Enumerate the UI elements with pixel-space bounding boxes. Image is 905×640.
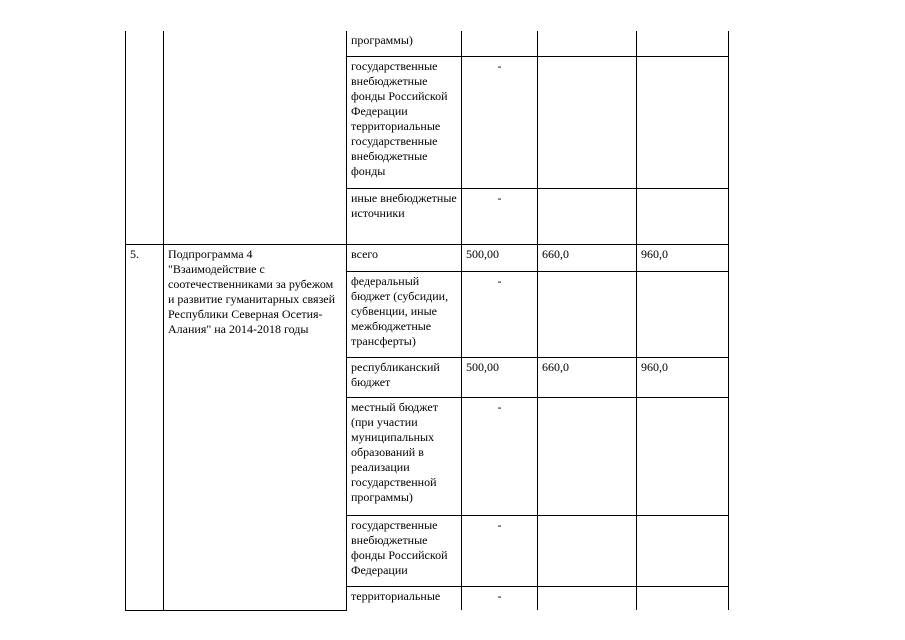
subprogram-name: Подпрограмма 4 "Взаимодействие с соотечественниками за рубежом и развитие гуманитарных связей Республики Северная Осетия-Алания" на 2014-2018 годы	[168, 246, 336, 336]
funding-source-cell	[347, 188, 462, 244]
value-cell	[462, 515, 538, 586]
value-cell	[462, 586, 538, 610]
value-cell	[462, 56, 538, 188]
funding-source-cell	[347, 586, 462, 610]
value-cell	[462, 271, 538, 357]
value-text: -	[497, 517, 502, 532]
value-cell	[538, 586, 637, 610]
funding-source-cell	[347, 515, 462, 586]
value-text: -	[497, 190, 502, 205]
budget-table	[125, 31, 729, 611]
subprogram-name-cell	[164, 31, 347, 244]
value-cell	[538, 31, 637, 56]
funding-source-cell	[347, 56, 462, 188]
value-cell	[538, 397, 637, 515]
value-cell	[637, 31, 729, 56]
value-cell	[538, 244, 637, 271]
funding-source-cell	[347, 397, 462, 515]
value-text: 960,0	[641, 359, 668, 374]
funding-source-label: местный бюджет (при участии муниципальных образований в реализации государственной программы)	[351, 399, 438, 504]
value-cell	[637, 357, 729, 397]
value-text: -	[497, 58, 502, 73]
funding-source-label: программы)	[351, 33, 413, 47]
value-cell	[462, 397, 538, 515]
funding-source-cell	[347, 244, 462, 271]
funding-source-label: государственные внебюджетные фонды Российской Федерации территориальные государственные внебюджетные фонды	[351, 58, 448, 178]
value-cell	[637, 586, 729, 610]
funding-source-label: государственные внебюджетные фонды Российской Федерации	[351, 517, 448, 577]
value-text: 500,00	[466, 246, 499, 261]
funding-source-label: территориальные	[351, 588, 441, 603]
value-cell	[462, 188, 538, 244]
funding-source-cell	[347, 357, 462, 397]
funding-source-label: всего	[351, 246, 379, 261]
table-row	[126, 244, 729, 271]
value-cell	[637, 397, 729, 515]
value-text: 960,0	[641, 246, 668, 261]
value-text: 660,0	[542, 359, 569, 374]
value-text: -	[497, 399, 502, 414]
value-cell	[637, 271, 729, 357]
value-cell	[538, 271, 637, 357]
value-text: -	[497, 588, 502, 603]
funding-source-label: федеральный бюджет (субсидии, субвенции, иные межбюджетные трансферты)	[351, 273, 449, 348]
funding-source-label: республиканский бюджет	[351, 359, 440, 389]
table-row	[126, 31, 729, 56]
row-number: 5.	[130, 246, 139, 261]
value-cell	[538, 188, 637, 244]
value-cell	[637, 515, 729, 586]
value-cell	[637, 56, 729, 188]
value-text: 500,00	[466, 359, 499, 374]
funding-source-cell	[347, 31, 462, 56]
value-text: 660,0	[542, 246, 569, 261]
value-cell	[462, 357, 538, 397]
value-cell	[538, 56, 637, 188]
value-cell	[637, 244, 729, 271]
number-cell	[126, 31, 164, 244]
funding-source-label: иные внебюджетные источники	[351, 190, 457, 220]
number-cell	[126, 244, 164, 610]
value-text: -	[497, 273, 502, 288]
value-cell	[538, 515, 637, 586]
value-cell	[637, 188, 729, 244]
subprogram-name-cell	[164, 244, 347, 610]
value-cell	[538, 357, 637, 397]
value-cell	[462, 244, 538, 271]
funding-source-cell	[347, 271, 462, 357]
value-cell	[462, 31, 538, 56]
